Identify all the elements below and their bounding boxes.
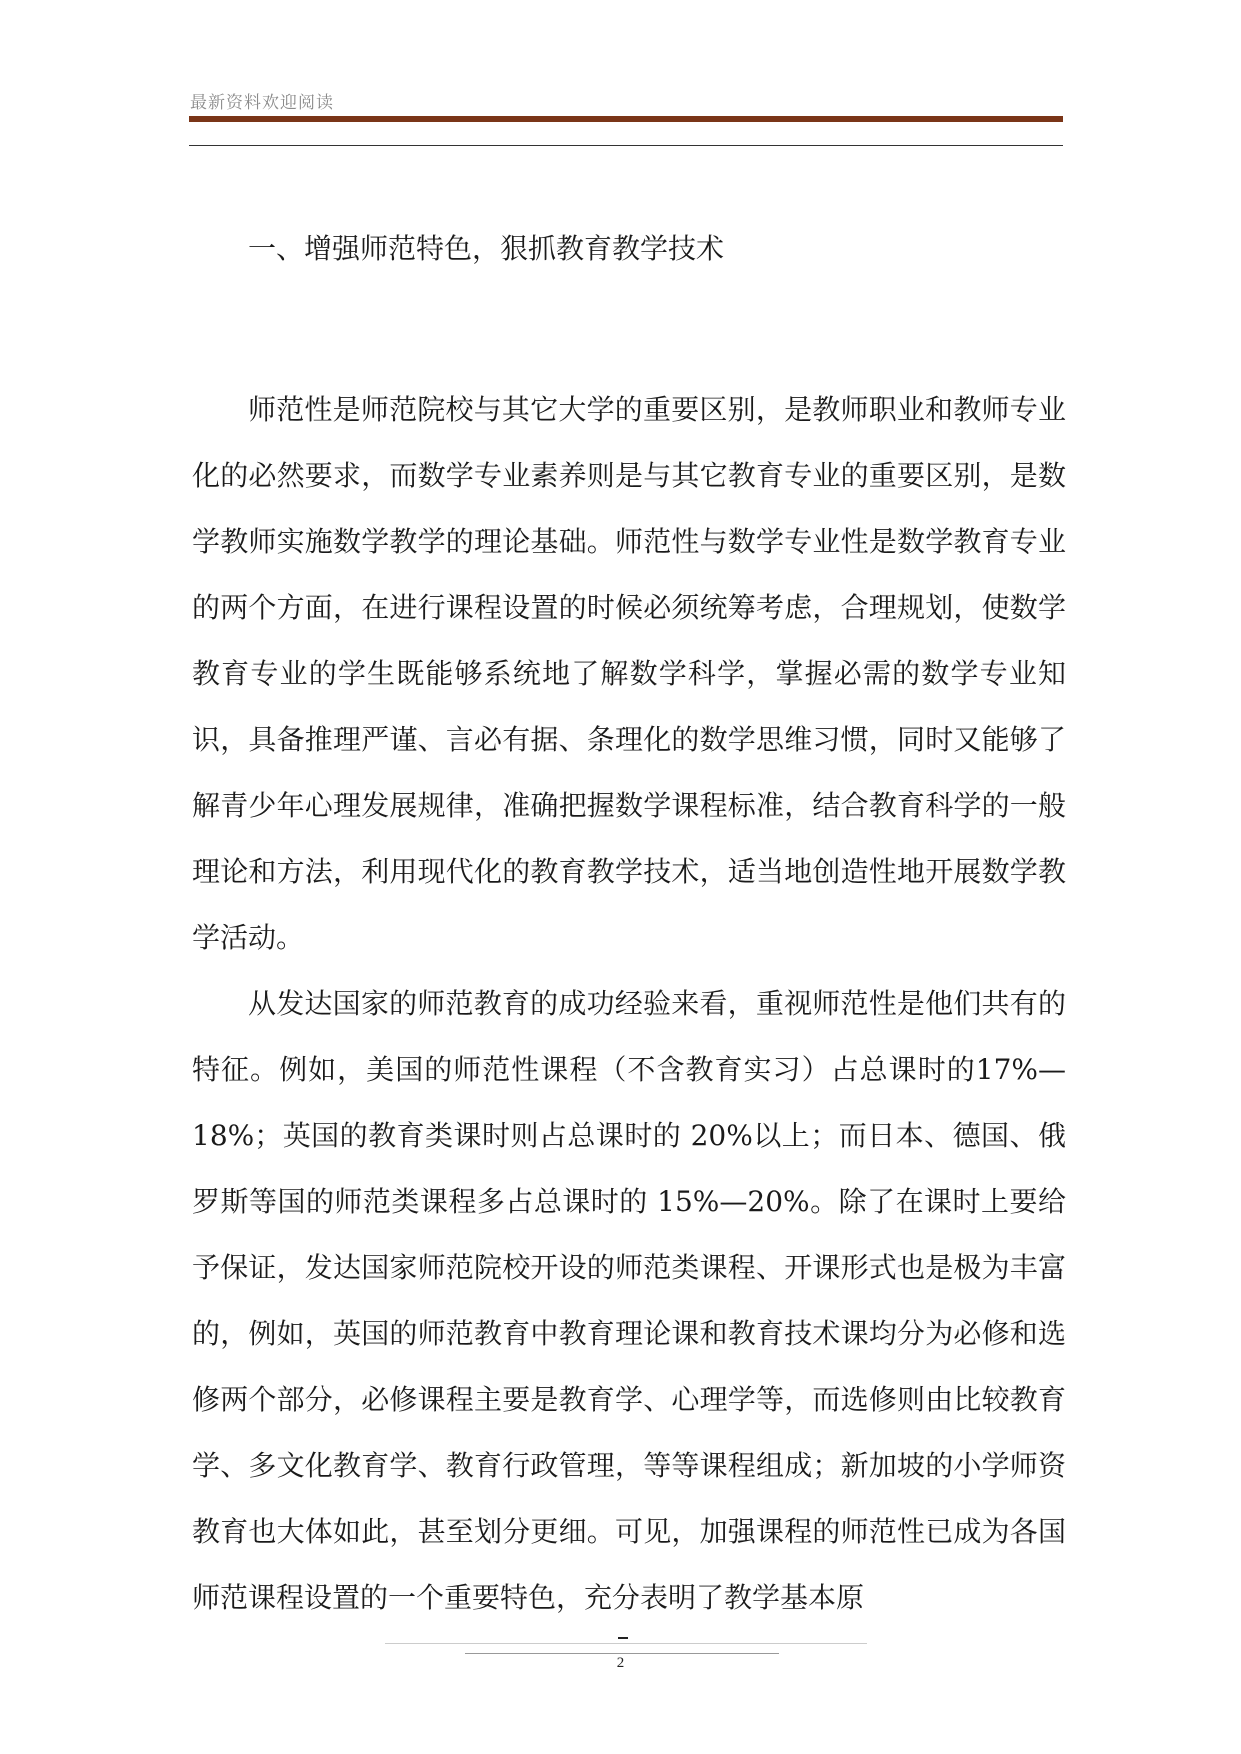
header-rule-thick [189, 116, 1063, 122]
footer-rule-lower [465, 1653, 779, 1654]
footer-rule-upper [385, 1643, 867, 1644]
page-number: 2 [616, 1655, 625, 1671]
footer-dash [618, 1637, 628, 1639]
section-heading: 一、增强师范特色，狠抓教育教学技术 [248, 232, 725, 265]
header-rule-thin [189, 145, 1063, 146]
paragraph-2: 从发达国家的师范教育的成功经验来看，重视师范性是他们共有的特征。例如，美国的师范性课程（不含教育实习）占总课时的17%—18%；英国的教育类课时则占总课时的 20%以上；而日本、德国、俄罗斯等国的师范类课程多占总课时的 15%—20%。除了在课时上要给予保证，发达国家师范院校开设的师范类课程、开课形式也是极为丰富的，例如，英国的师范教育中教育理论课和教育技术课均分为必修和选修两个部分，必修课程主要是教育学、心理学等，而选修则由比较教育学、多文化教育学、教育行政管理，等等课程组成；新加坡的小学师资教育也大体如此，甚至划分更细。可见，加强课程的师范性已成为各国师范课程设置的一个重要特色，充分表明了教学基本原 [192, 987, 1066, 1614]
paragraph-1: 师范性是师范院校与其它大学的重要区别，是教师职业和教师专业化的必然要求，而数学专业素养则是与其它教育专业的重要区别，是数学教师实施数学教学的理论基础。师范性与数学专业性是数学教育专业的两个方面，在进行课程设置的时候必须统筹考虑，合理规划，使数学教育专业的学生既能够系统地了解数学科学，掌握必需的数学专业知识，具备推理严谨、言必有据、条理化的数学思维习惯，同时又能够了解青少年心理发展规律，准确把握数学课程标准，结合教育科学的一般理论和方法，利用现代化的教育教学技术，适当地创造性地开展数学教学活动。 [192, 393, 1066, 954]
document-body [192, 225, 1066, 1631]
header-text: 最新资料欢迎阅读 [190, 93, 334, 113]
